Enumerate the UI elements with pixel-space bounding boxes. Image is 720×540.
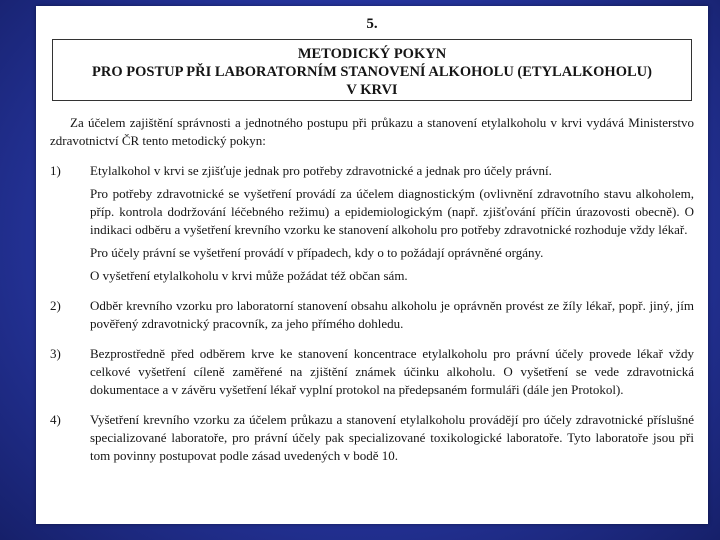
item-paragraph: O vyšetření etylalkoholu v krvi může požádat též občan sám. (90, 268, 408, 283)
intro-paragraph: Za účelem zajištění správnosti a jednotného postupu při průkazu a stanovení etylalkoholu v krvi vydává Ministerstvo zdravotnictví ČR tento metodický pokyn: (50, 115, 694, 148)
item-paragraph: Bezprostředně před odběrem krve ke stanovení koncentrace etylalkoholu pro právní účely provede lékař vždy celkové vyšetření cíleně zaměřené na zjištění známek účinku alkoholu. O vyšetření se vede zdravotnická dokumentace a v závěru vyšetření lékař vyplní protokol na předepsaném formuláři (dále jen Protokol). (90, 346, 694, 397)
item-paragraph: Pro potřeby zdravotnické se vyšetření provádí za účelem diagnostickým (ovlivnění zdravotního stavu alkoholem, příp. kontrola dodržování léčebného režimu) a epidemiologickým (např. zjišťování příčin úrazovosti obecně). O indikaci odběru a vyšetření krevního vzorku ke stanovení alkoholu pro potřeby zdravotnické rozhoduje vždy lékař. (90, 186, 694, 237)
item-number: 1) (50, 163, 61, 178)
item-body (90, 162, 694, 285)
title-box (52, 39, 692, 101)
item-number: 4) (50, 412, 61, 427)
list-item (50, 162, 694, 285)
item-number: 2) (50, 298, 61, 313)
item-number: 3) (50, 346, 61, 361)
item-body (90, 411, 694, 465)
page-number: 5. (366, 16, 378, 32)
list-item (50, 411, 694, 465)
list-item (50, 345, 694, 399)
document-body (50, 114, 694, 477)
document-page (36, 6, 708, 524)
item-body (90, 345, 694, 399)
title-line: PRO POSTUP PŘI LABORATORNÍM STANOVENÍ ALKOHOLU (ETYLALKOHOLU) (92, 64, 652, 80)
title-line: V KRVI (346, 82, 398, 98)
title-line: METODICKÝ POKYN (297, 46, 447, 62)
item-paragraph: Etylalkohol v krvi se zjišťuje jednak pro potřeby zdravotnické a jednak pro účely právní. (90, 163, 552, 178)
item-paragraph: Vyšetření krevního vzorku za účelem průkazu a stanovení etylalkoholu provádějí pro účely zdravotnické příslušné specializované laboratoře, pro právní účely pak specializované toxikologické laboratoře. Tyto laboratoře jsou při tom povinny postupovat podle zásad uvedených v bodě 10. (90, 412, 694, 463)
item-paragraph: Odběr krevního vzorku pro laboratorní stanovení obsahu alkoholu je oprávněn provést ze žíly lékař, popř. jiný, jím pověřený zdravotnický pracovník, za jeho přímého dohledu. (90, 298, 694, 331)
item-paragraph: Pro účely právní se vyšetření provádí v případech, kdy o to požádají oprávněné orgány. (90, 245, 544, 260)
list-item (50, 297, 694, 333)
item-body (90, 297, 694, 333)
